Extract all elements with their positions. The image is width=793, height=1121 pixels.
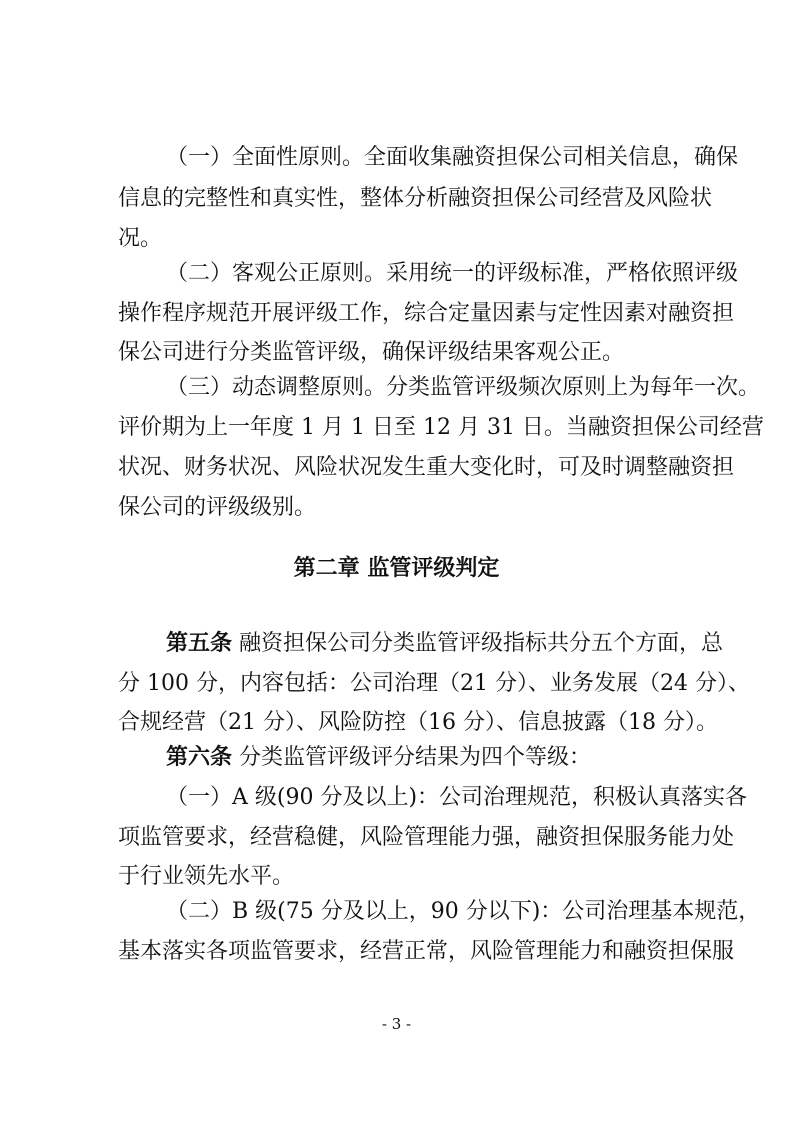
article-6-text: 分类监管评级评分结果为四个等级： (232, 745, 592, 770)
principle-2-line-3: 保公司进行分类监管评级，确保评级结果客观公正。 (118, 340, 625, 365)
article-6-line-1 (0, 741, 793, 775)
grade-a-line-1: （一）A 级(90 分及以上)：公司治理规范，积极认真落实各 (166, 785, 748, 810)
principle-2-line-1: （二）客观公正原则。采用统一的评级标准，严格依照评级 (166, 261, 739, 286)
grade-a-line-3: 于行业领先水平。 (118, 864, 295, 889)
principle-3-line-3: 状况、财务状况、风险状况发生重大变化时，可及时调整融资担 (118, 455, 735, 480)
grade-b-line-2: 基本落实各项监管要求，经营正常，风险管理能力和融资担保服 (118, 939, 735, 964)
grade-a-line-2: 项监管要求，经营稳健，风险管理能力强，融资担保服务能力处 (118, 825, 735, 850)
grade-b-line-1: （二）B 级(75 分及以上，90 分以下)：公司治理基本规范， (166, 899, 761, 924)
principle-1-line-1: （一）全面性原则。全面收集融资担保公司相关信息，确保 (166, 145, 739, 170)
chapter-title: 第二章 监管评级判定 (293, 556, 500, 581)
principle-3-line-4: 保公司的评级级别。 (118, 495, 317, 520)
article-5-line-2: 分 100 分，内容包括：公司治理（21 分）、业务发展（24 分）、 (118, 671, 750, 696)
article-5-label: 第五条 (166, 631, 233, 656)
article-5-line-1 (0, 627, 793, 661)
article-5-line-3: 合规经营（21 分）、风险防控（16 分）、信息披露（18 分）。 (118, 710, 718, 735)
page-number: - 3 - (381, 1015, 412, 1033)
principle-2-line-2: 操作程序规范开展评级工作，综合定量因素与定性因素对融资担 (118, 301, 735, 326)
principle-1-line-3: 况。 (118, 226, 163, 251)
principle-1-line-2: 信息的完整性和真实性，整体分析融资担保公司经营及风险状 (118, 186, 713, 211)
article-5-text: 融资担保公司分类监管评级指标共分五个方面，总 (232, 631, 724, 656)
principle-3-line-2: 评价期为上一年度 1 月 1 日至 12 月 31 日。当融资担保公司经营 (118, 415, 764, 440)
article-6-label: 第六条 (166, 745, 233, 770)
principle-3-line-1: （三）动态调整原则。分类监管评级频次原则上为每年一次。 (166, 375, 761, 400)
